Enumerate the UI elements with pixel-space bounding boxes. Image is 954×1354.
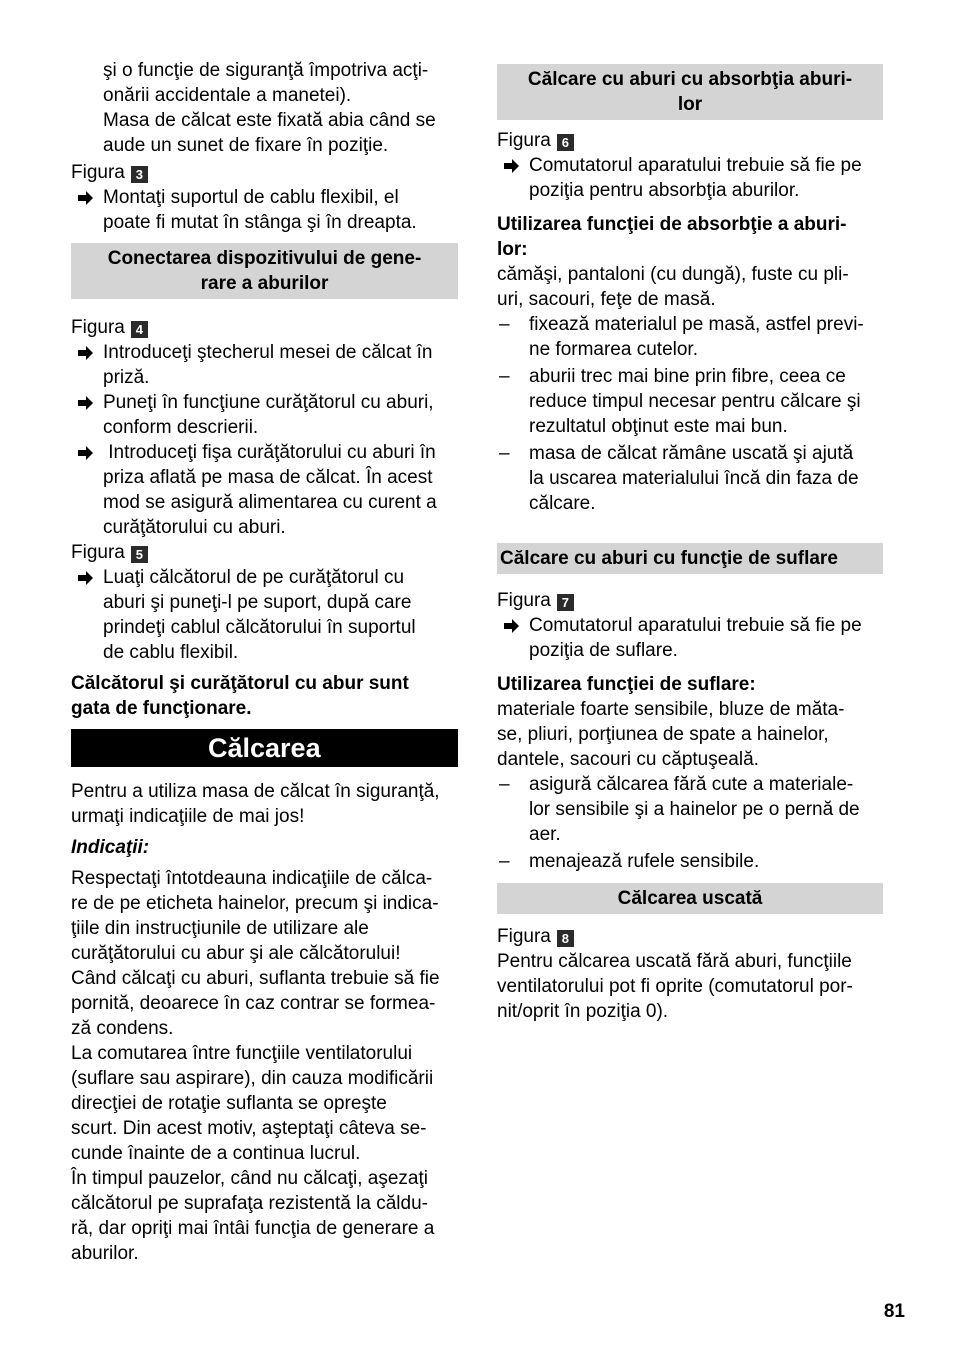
- arrow-right-icon: [502, 613, 522, 638]
- instruction-item: [71, 440, 458, 540]
- instruction-item: [497, 613, 883, 663]
- text-line: călcătorul pe suprafaţa rezistentă la căldu-: [71, 1193, 428, 1214]
- page-number: 81: [883, 1301, 905, 1322]
- figure-label: Figura: [497, 590, 551, 611]
- text-line: (suflare sau aspirare), din cauza modificării: [71, 1068, 434, 1089]
- text-line: reduce timpul necesar pentru călcare şi: [529, 391, 861, 412]
- text-line: conform descrierii.: [103, 417, 259, 438]
- text-line: Utilizarea funcţiei de absorbţie a aburi-: [497, 214, 847, 235]
- text-line: la uscarea materialului încă din faza de: [529, 468, 859, 489]
- dash-bullet: –: [499, 314, 510, 335]
- dash-bullet: –: [499, 774, 510, 795]
- text-line: Pentru a utiliza masa de călcat în siguranţă,: [71, 781, 440, 802]
- text-line: re de pe eticheta hainelor, precum şi indica-: [71, 893, 439, 914]
- text-line: aude un sunet de fixare în poziţie.: [103, 135, 389, 156]
- usage-heading-blowing: Utilizarea funcţiei de suflare:: [497, 674, 756, 695]
- text-line: asigură călcarea fără cute a materiale-: [529, 774, 854, 795]
- section-heading-blowing: [497, 543, 883, 574]
- figure-label: Figura: [71, 162, 125, 183]
- figure-number-badge: 7: [557, 594, 574, 611]
- text-line: prindeţi cablul călcătorului în suportul: [103, 617, 416, 638]
- instruction-item: [71, 340, 458, 390]
- arrow-right-icon: [502, 153, 522, 178]
- list-item: [497, 364, 883, 439]
- text-line: lor:: [497, 239, 528, 260]
- figure-number-badge: 6: [557, 134, 574, 151]
- text-line: călcare.: [529, 493, 596, 514]
- text-line: priza aflată pe masa de călcat. În acest: [103, 467, 433, 488]
- heading-line: Călcare cu aburi cu absorbţia aburi-: [527, 69, 853, 90]
- text-line: aburi şi puneţi-l pe suport, după care: [103, 592, 412, 613]
- text-line: lor sensibile şi a hainelor pe o pernă de: [529, 799, 860, 820]
- instruction-item: [71, 390, 458, 440]
- text-line: uri, sacouri, feţe de masă.: [497, 289, 716, 310]
- text-line: cunde înainte de a continua lucrul.: [71, 1143, 361, 1164]
- text-line: Pentru călcarea uscată fără aburi, funcţiile: [497, 951, 852, 972]
- text-line: scurt. Din acest motiv, aşteptaţi câteva se-: [71, 1118, 427, 1139]
- text-line: dantele, sacouri cu căptuşeală.: [497, 749, 759, 770]
- figure-ref-7: [497, 588, 883, 613]
- text-line: rezultatul obţinut este mai bun.: [529, 416, 788, 437]
- text-line: ventilatorului pot fi oprite (comutatorul por-: [497, 976, 853, 997]
- heading-line: Călcarea uscată: [617, 888, 763, 909]
- text-line: ne formarea cutelor.: [529, 339, 698, 360]
- figure-number-badge: 4: [131, 321, 148, 338]
- instruction-item: [71, 185, 458, 235]
- left-column: [71, 58, 458, 1266]
- list-item: [497, 772, 883, 847]
- text-line: şi o funcţie de siguranţă împotriva acţi-: [103, 60, 429, 81]
- text-line: aburii trec mai bine prin fibre, ceea ce: [529, 366, 846, 387]
- heading-line: lor: [677, 94, 703, 115]
- text-line: cămăşi, pantaloni (cu dungă), fuste cu pli-: [497, 264, 849, 285]
- arrow-right-icon: [76, 390, 96, 415]
- text-line: Comutatorul aparatului trebuie să fie pe: [529, 615, 862, 636]
- figure-label: Figura: [497, 926, 551, 947]
- text-line: gata de funcţionare.: [71, 698, 252, 719]
- ready-note: [71, 671, 458, 721]
- list-item: [497, 849, 883, 874]
- text-line: ţiile din instrucţiunile de utilizare ale: [71, 918, 369, 939]
- text-line: direcţiei de rotaţie suflanta se opreşte: [71, 1093, 387, 1114]
- section-heading-dry: [497, 883, 883, 914]
- text-line: Masa de călcat este fixată abia când se: [103, 110, 436, 131]
- text-line: fixează materialul pe masă, astfel previ-: [529, 314, 864, 335]
- text-line: În timpul pauzelor, când nu călcaţi, aşezaţi: [71, 1168, 428, 1189]
- section-heading-connect: [71, 243, 458, 299]
- figure-ref-4: [71, 315, 458, 340]
- text-line: urmaţi indicaţiile de mai jos!: [71, 806, 305, 827]
- text-line: menajează rufele sensibile.: [529, 851, 760, 872]
- text-line: priză.: [103, 367, 150, 388]
- text-line: curăţătorului cu aburi.: [103, 517, 286, 538]
- dash-bullet: –: [499, 366, 510, 387]
- text-line: ră, dar opriţi mai întâi funcţia de generare a: [71, 1218, 435, 1239]
- heading-line: Conectarea dispozitivului de gene-: [107, 248, 422, 269]
- notes-label: Indicaţii:: [71, 837, 150, 858]
- text-line: Respectaţi întotdeauna indicaţiile de călca-: [71, 868, 433, 889]
- text-line: Introduceţi ştecherul mesei de călcat în: [103, 342, 433, 363]
- text-line: poziţia pentru absorbţia aburilor.: [529, 180, 800, 201]
- text-line: materiale foarte sensibile, bluze de măta-: [497, 699, 845, 720]
- figure-number-badge: 3: [131, 166, 148, 183]
- figure-number-badge: 8: [557, 930, 574, 947]
- text-line: Puneţi în funcţiune curăţătorul cu aburi,: [103, 392, 434, 413]
- text-line: Când călcaţi cu aburi, suflanta trebuie să fie: [71, 968, 440, 989]
- usage-heading-absorption: [497, 212, 883, 262]
- arrow-right-icon: [76, 340, 96, 365]
- arrow-right-icon: [76, 440, 96, 465]
- figure-label: Figura: [71, 542, 125, 563]
- right-column: [497, 64, 883, 1024]
- text-line: mod se asigură alimentarea cu curent a: [103, 492, 437, 513]
- instruction-item: [71, 565, 458, 665]
- text-line: se, pliuri, porţiunea de spate a hainelor,: [497, 724, 829, 745]
- dash-bullet: –: [499, 443, 510, 464]
- figure-ref-3: [71, 160, 458, 185]
- arrow-right-icon: [76, 565, 96, 590]
- text-line: de cablu flexibil.: [103, 642, 239, 663]
- text-line: aer.: [529, 824, 561, 845]
- list-item: [497, 312, 883, 362]
- figure-label: Figura: [497, 130, 551, 151]
- arrow-right-icon: [76, 185, 96, 210]
- text-line: curăţătorului cu abur şi ale călcătorului!: [71, 943, 401, 964]
- figure-ref-8: [497, 924, 883, 949]
- text-line: Luaţi călcătorul de pe curăţătorul cu: [103, 567, 405, 588]
- text-line: Introduceţi fişa curăţătorului cu aburi în: [103, 442, 436, 463]
- text-line: onării accidentale a manetei).: [103, 85, 352, 106]
- figure-ref-5: [71, 540, 458, 565]
- text-line: masa de călcat rămâne uscată şi ajută: [529, 443, 854, 464]
- dash-bullet: –: [499, 851, 510, 872]
- text-line: poziţia de suflare.: [529, 640, 678, 661]
- text-line: pornită, deoarece în caz contrar se formea-: [71, 993, 436, 1014]
- figure-number-badge: 5: [131, 546, 148, 563]
- heading-line: rare a aburilor: [200, 273, 329, 294]
- text-line: nit/oprit în poziţia 0).: [497, 1001, 669, 1022]
- notes-block: [71, 866, 458, 1266]
- text-line: ză condens.: [71, 1018, 174, 1039]
- heading-line: Călcare cu aburi cu funcţie de suflare: [500, 548, 838, 569]
- text-line: poate fi mutat în stânga şi în dreapta.: [103, 212, 417, 233]
- text-line: Comutatorul aparatului trebuie să fie pe: [529, 155, 862, 176]
- text-line: Montaţi suportul de cablu flexibil, el: [103, 187, 399, 208]
- figure-label: Figura: [71, 317, 125, 338]
- text-line: Călcătorul şi curăţătorul cu abur sunt: [71, 673, 409, 694]
- figure-ref-6: [497, 128, 883, 153]
- instruction-item: [497, 153, 883, 203]
- text-line: La comutarea între funcţiile ventilatorului: [71, 1043, 413, 1064]
- chapter-heading: Călcarea: [71, 729, 458, 767]
- text-line: aburilor.: [71, 1243, 139, 1264]
- section-heading-absorption: [497, 64, 883, 120]
- list-item: [497, 441, 883, 516]
